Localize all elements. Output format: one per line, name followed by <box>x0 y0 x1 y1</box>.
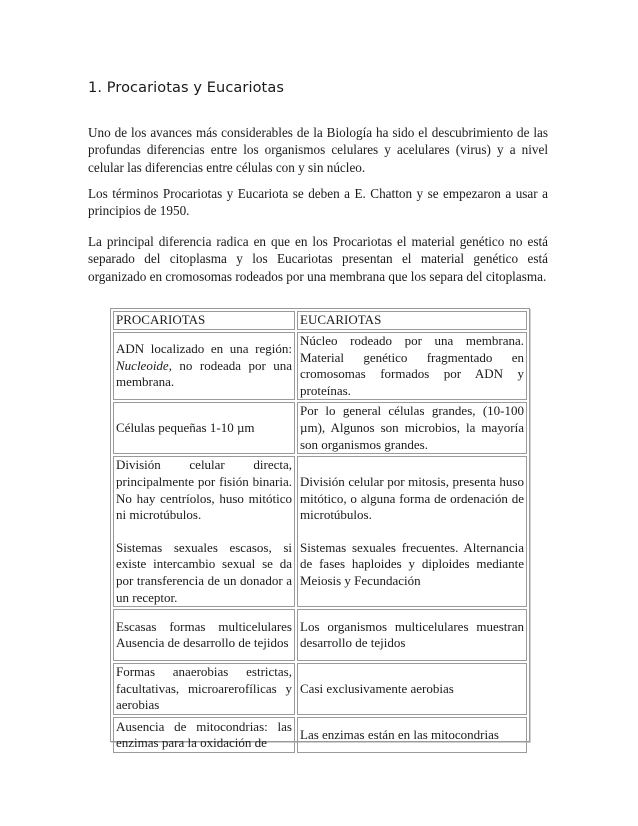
cell-euk-multicellular: Los organismos multicelulares muestran desarrollo de tejidos <box>297 609 527 661</box>
table-row <box>113 663 527 715</box>
cell-pro-aerobic: Formas anaerobias estrictas, facultativas, microarerofílicas y aerobias <box>113 663 295 715</box>
table-header-row <box>113 311 527 330</box>
cell-euk-size: Por lo general células grandes, (10-100 µm), Algunos son microbios, la mayoría son organismos grandes. <box>297 402 527 454</box>
table-row <box>113 609 527 661</box>
intro-paragraph: Uno de los avances más considerables de la Biología ha sido el descubrimiento de las profundas diferencias entre los organismos celulares y acelulares (virus) y a nivel celular las diferencias entre células con y sin núcleo. <box>88 125 548 175</box>
cell-euk-nucleus: Núcleo rodeado por una membrana. Material genético fragmentado en cromosomas formados por ADN y proteínas. <box>297 332 527 400</box>
comparison-table <box>110 308 530 751</box>
header-eucariotas: EUCARIOTAS <box>297 311 527 330</box>
terms-paragraph: Los términos Procariotas y Eucariota se deben a E. Chatton y se empezaron a usar a principios de 1950. <box>88 186 548 219</box>
cell-euk-mitochondria: Las enzimas están en las mitocondrias <box>297 717 527 753</box>
table-row <box>113 456 527 607</box>
table-row <box>113 717 527 753</box>
table-row <box>113 402 527 454</box>
cell-pro-division: División celular directa, principalmente por fisión binaria. No hay centríolos, huso mitótico ni microtúbulos. Sistemas sexuales escasos, si existe intercambio sexual se da por transferencia de un donador a un receptor. <box>113 456 295 607</box>
header-procariotas: PROCARIOTAS <box>113 311 295 330</box>
cell-pro-mitochondria: Ausencia de mitocondrias: las enzimas para la oxidación de <box>113 717 295 753</box>
nucleoide-term: Nucleoide <box>116 357 169 373</box>
cell-pro-size: Células pequeñas 1-10 µm <box>113 402 295 454</box>
cell-pro-multicellular: Escasas formas multicelulares Ausencia de desarrollo de tejidos <box>113 609 295 661</box>
cell-euk-aerobic: Casi exclusivamente aerobias <box>297 663 527 715</box>
cell-pro-dna: ADN localizado en una región: Nucleoide, no rodeada por una membrana. <box>113 332 295 400</box>
cell-euk-division: División celular por mitosis, presenta huso mitótico, o alguna forma de ordenación de microtúbulos. Sistemas sexuales frecuentes. Alternancia de fases haploides y diploides mediante Meiosis y Fecundación <box>297 456 527 607</box>
difference-paragraph: La principal diferencia radica en que en los Procariotas el material genético no está separado del citoplasma y los Eucariotas presentan el material genético está organizado en cromosomas rodeados por una membrana que los separa del citoplasma. <box>88 234 548 284</box>
section-heading: 1. Procariotas y Eucariotas <box>88 80 284 96</box>
table-row <box>113 332 527 400</box>
